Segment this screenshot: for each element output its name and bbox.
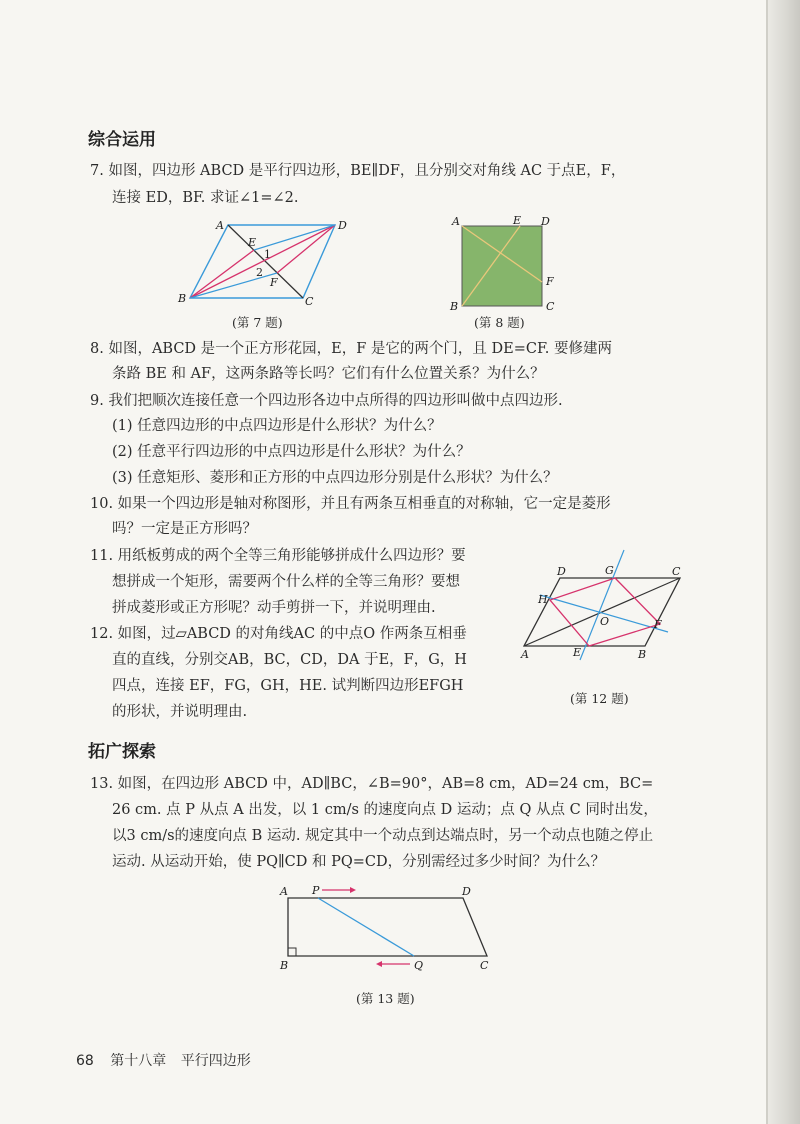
problem-8-line-1: 8. 如图，ABCD 是一个正方形花园，E，F 是它的两个门，且 DE=CF. 要修建两 <box>90 341 613 357</box>
fig13-label-p: P <box>312 884 320 897</box>
fig12-label-a: A <box>521 648 529 661</box>
fig7-label-f: F <box>270 276 278 289</box>
fig8-label-e: E <box>513 214 522 227</box>
fig7-label-b: B <box>178 292 187 305</box>
fig13-arrow-p-head <box>350 887 356 893</box>
fig12-label-b: B <box>638 648 647 661</box>
fig12-label-c: C <box>672 565 681 578</box>
figure-8-caption: (第 8 题) <box>474 315 525 330</box>
fig12-label-g: G <box>605 564 614 577</box>
problem-11-line-2: 想拼成一个矩形，需要两个什么样的全等三角形？要想 <box>112 574 460 590</box>
fig8-label-b: B <box>450 300 459 313</box>
fig13-trapezoid-outline <box>288 898 487 956</box>
problem-9-sub-2: (2) 任意平行四边形的中点四边形是什么形状？为什么？ <box>112 444 471 460</box>
problem-9-sub-1: (1) 任意四边形的中点四边形是什么形状？为什么？ <box>112 418 442 434</box>
chapter-title: 平行四边形 <box>180 1053 251 1069</box>
problem-9-line-1: 9. 我们把顺次连接任意一个四边形各边中点所得的四边形叫做中点四边形. <box>90 393 563 409</box>
fig7-angle-1: 1 <box>264 248 271 261</box>
problem-12-line-2: 直的直线，分别交AB，BC，CD，DA 于E，F，G，H <box>112 652 467 668</box>
fig7-label-d: D <box>338 219 347 232</box>
fig12-label-d: D <box>557 565 566 578</box>
fig7-label-a: A <box>216 219 224 232</box>
problem-13-line-3: 以3 cm/s的速度向点 B 运动. 规定其中一个动点到达端点时，另一个动点也随之停止 <box>112 828 654 844</box>
problem-10-line-2: 吗？一定是正方形吗？ <box>112 521 257 537</box>
problem-11-line-3: 拼成菱形或正方形呢？动手剪拼一下，并说明理由. <box>112 600 436 616</box>
problem-9-sub-3: (3) 任意矩形、菱形和正方形的中点四边形分别是什么形状？为什么？ <box>112 470 558 486</box>
fig13-label-d: D <box>462 885 471 898</box>
problem-7-line-2: 连接 ED，BF. 求证∠1=∠2. <box>112 190 299 206</box>
problem-10-line-1: 10. 如果一个四边形是轴对称图形，并且有两条互相垂直的对称轴，它一定是菱形 <box>90 496 611 512</box>
figure-13-caption: (第 13 题) <box>356 991 415 1006</box>
figure-7-caption: (第 7 题) <box>232 315 283 330</box>
chapter-label: 第十八章 <box>110 1053 167 1069</box>
problem-13-line-1: 13. 如图，在四边形 ABCD 中，AD∥BC，∠B=90°，AB=8 cm，AD=24 cm，BC= <box>90 776 654 792</box>
problem-8-line-2: 条路 BE 和 AF，这两条路等长吗？它们有什么位置关系？为什么？ <box>112 366 545 382</box>
problem-7-line-1: 7. 如图，四边形 ABCD 是平行四边形，BE∥DF，且分别交对角线 AC 于点E，F， <box>90 163 626 179</box>
page-number: 68 <box>76 1053 94 1069</box>
fig7-angle-2: 2 <box>256 266 263 279</box>
section-title-exploration: 拓广探索 <box>88 742 156 762</box>
fig13-right-angle-mark <box>288 948 296 956</box>
problem-13-line-2: 26 cm. 点 P 从点 A 出发，以 1 cm/s 的速度向点 D 运动；点 Q 从点 C 同时出发， <box>112 802 658 818</box>
fig13-label-c: C <box>480 959 489 972</box>
fig13-label-a: A <box>280 885 288 898</box>
fig13-label-b: B <box>280 959 289 972</box>
fig13-segment-pq <box>318 898 414 956</box>
problem-13-line-4: 运动. 从运动开始，使 PQ∥CD 和 PQ=CD，分别需经过多少时间？为什么？ <box>112 854 606 870</box>
fig12-label-f: F <box>654 618 662 631</box>
problem-12-line-4: 的形状，并说明理由. <box>112 704 248 720</box>
fig7-label-c: C <box>305 295 314 308</box>
fig12-label-h: H <box>538 593 548 606</box>
fig12-label-e: E <box>573 646 582 659</box>
problem-11-line-1: 11. 用纸板剪成的两个全等三角形能够拼成什么四边形？要 <box>90 548 466 564</box>
page-footer <box>76 1050 251 1070</box>
fig8-label-c: C <box>546 300 555 313</box>
fig13-arrow-q-head <box>376 961 382 967</box>
fig12-label-o: O <box>600 615 610 628</box>
fig8-label-a: A <box>452 215 460 228</box>
problem-12-line-3: 四点，连接 EF，FG，GH，HE. 试判断四边形EFGH <box>112 678 464 694</box>
fig8-label-d: D <box>541 215 550 228</box>
fig8-label-f: F <box>546 275 554 288</box>
section-title-comprehensive: 综合运用 <box>88 130 156 150</box>
fig7-label-e: E <box>248 236 257 249</box>
fig13-label-q: Q <box>414 959 424 972</box>
problem-12-line-1: 12. 如图，过▱ABCD 的对角线AC 的中点O 作两条互相垂 <box>90 626 467 642</box>
figure-12-caption: (第 12 题) <box>570 691 629 706</box>
